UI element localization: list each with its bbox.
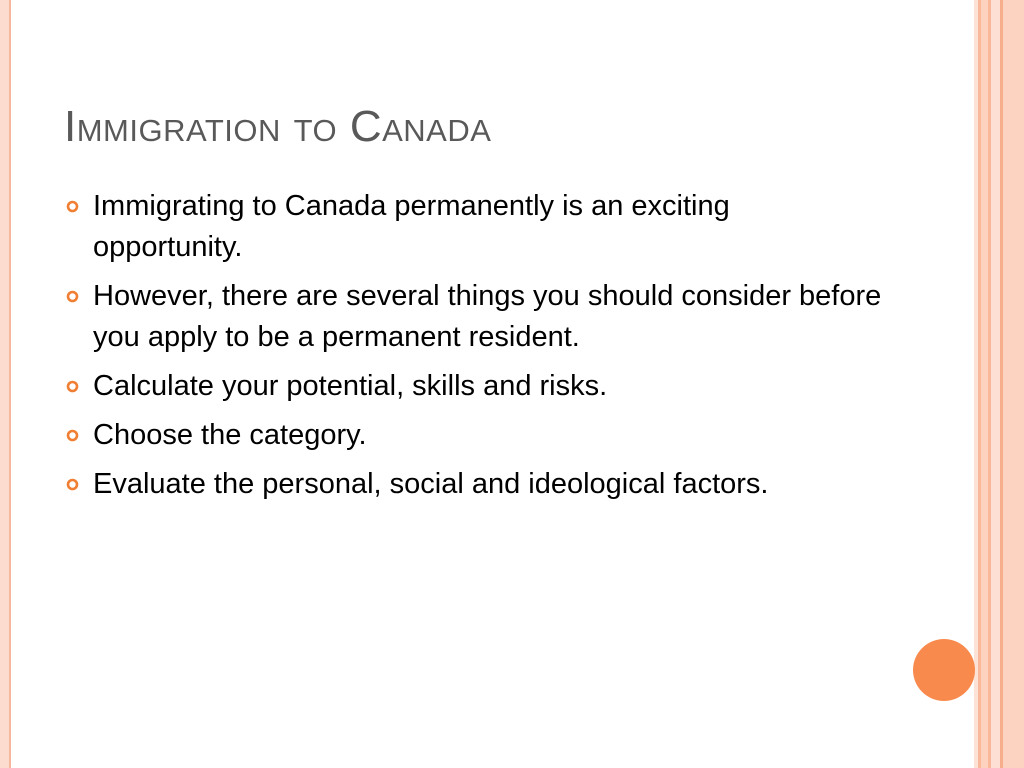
ring-bullet-icon <box>66 290 79 303</box>
bullet-item <box>64 464 884 505</box>
bullet-text: Immigrating to Canada permanently is an exciting opportunity. <box>93 190 730 263</box>
bullet-item <box>64 186 884 268</box>
bullet-item <box>64 366 884 407</box>
right-decorative-stripes <box>974 0 1024 768</box>
slide-title: Immigration to Canada <box>64 102 492 151</box>
left-border-stripe <box>0 0 11 768</box>
bullet-item <box>64 415 884 456</box>
bullet-text: However, there are several things you should consider before you apply to be a permanent resident. <box>93 280 882 353</box>
ring-bullet-icon <box>66 429 79 442</box>
bullet-item <box>64 276 884 358</box>
bullet-text: Calculate your potential, skills and risks. <box>93 370 608 402</box>
bullet-list <box>64 186 884 513</box>
ring-bullet-icon <box>66 200 79 213</box>
bullet-text: Choose the category. <box>93 419 367 451</box>
ring-bullet-icon <box>66 380 79 393</box>
bullet-text: Evaluate the personal, social and ideological factors. <box>93 468 769 500</box>
orange-circle-icon <box>913 639 975 701</box>
ring-bullet-icon <box>66 478 79 491</box>
